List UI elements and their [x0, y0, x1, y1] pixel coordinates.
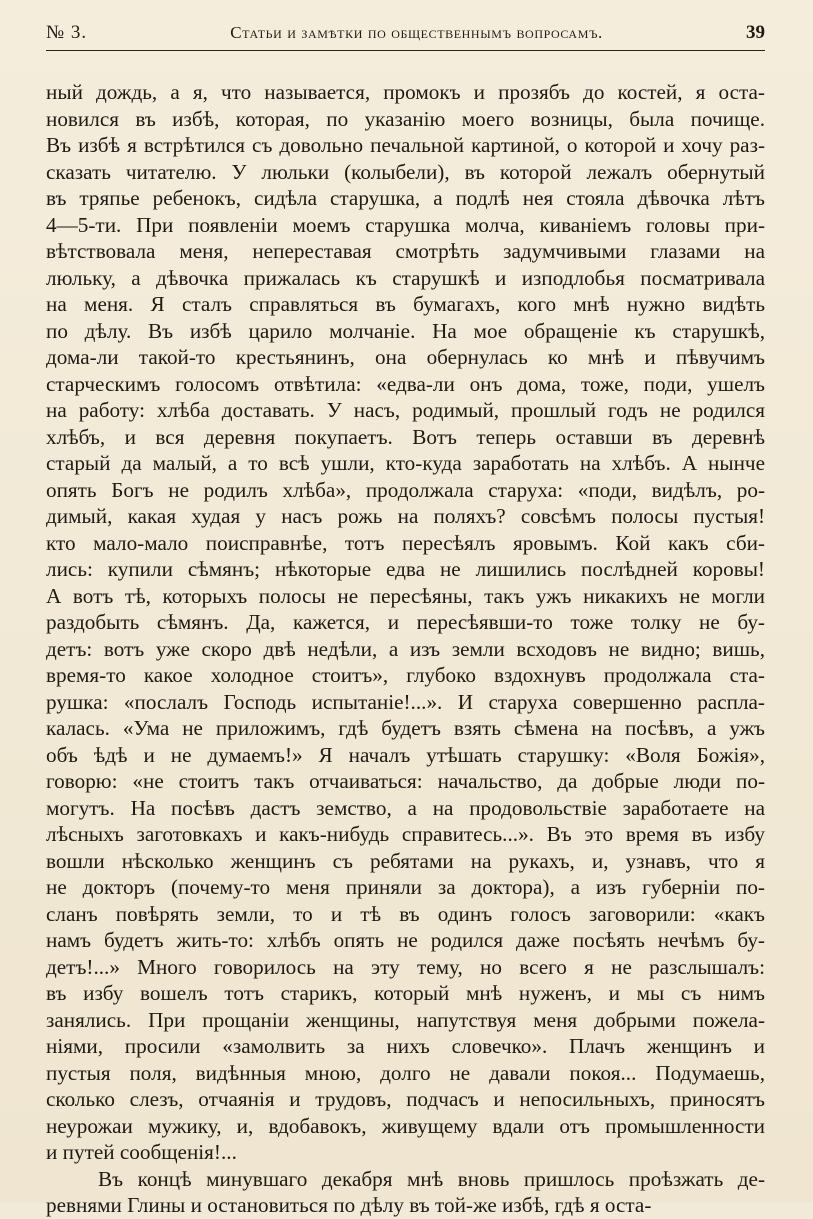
text-line: лись: купили сѣмянъ; нѣкоторые едва не лишились послѣдней коровы!: [46, 557, 765, 581]
text-line: опять Богъ не родилъ хлѣба», продолжала старуха: «поди, видѣлъ, ро-: [46, 477, 765, 502]
section-title: Статьи и замѣтки по общественнымъ вопросамъ.: [230, 23, 603, 42]
text-line: сколько слезъ, отчаянія и трудовъ, подчасъ и непосильныхъ, приносятъ: [46, 1087, 765, 1111]
text-line: А вотъ тѣ, которыхъ полосы не пересѣяны, такъ ужъ никакихъ не могли: [46, 583, 765, 608]
page-number: 39: [745, 22, 765, 43]
text-line: время-то какое холодное стоитъ», глубоко вздохнувъ продолжала ста-: [46, 663, 765, 687]
text-line: на меня. Я сталъ справляться въ бумагахъ, кого мнѣ нужно видѣть: [46, 292, 765, 316]
text-line: намъ будетъ жить-то: хлѣбъ опять не родился даже посѣять нечѣмъ бу-: [46, 928, 765, 952]
text-line: люльку, а дѣвочка прижалась къ старушкѣ и изподлобья посматривала: [46, 265, 765, 290]
text-line: лѣсныхъ заготовкахъ и какъ-нибудь справитесь...». Въ это время въ избу: [46, 822, 765, 846]
text-line: старый да малый, а то всѣ ушли, кто-куда заработать на хлѣбъ. А нынче: [46, 451, 765, 475]
text-line: не докторъ (почему-то меня приняли за доктора), а изъ губерніи по-: [46, 875, 765, 899]
text-line: могутъ. На посѣвъ дастъ земство, а на продовольствіе заработаете на: [46, 795, 765, 820]
text-line: ніями, просили «замолвить за нихъ словечко». Плачъ женщинъ и: [46, 1034, 765, 1058]
text-line: въ тряпье ребенокъ, сидѣла старушка, а подлѣ нея стояла дѣвочка лѣтъ: [46, 186, 765, 210]
text-line: ный дождь, а я, что называется, промокъ и прозябъ до костей, я оста-: [46, 80, 765, 104]
running-header: [46, 22, 765, 48]
text-line: новился въ избѣ, которая, по указанію моего возницы, была почище.: [46, 106, 765, 131]
text-line: объ ѣдѣ и не думаемъ!» Я началъ утѣшать старушку: «Воля Божія»,: [46, 742, 765, 767]
text-line: димый, какая худая у насъ рожь на поляхъ? совсѣмъ полосы пустыя!: [46, 504, 765, 528]
text-line: хлѣбъ, и вся деревня покупаетъ. Вотъ теперь оставши въ деревнѣ: [46, 424, 765, 449]
text-line: и путей сообщенія!...: [46, 1140, 237, 1164]
text-line: вѣтствовала меня, непереставая смотрѣть задумчивыми глазами на: [46, 239, 765, 263]
text-line: неурожаи мужику, и, вдобавокъ, живущему вдали отъ промышленности: [46, 1113, 765, 1138]
text-line: кто мало-мало поисправнѣе, тотъ пересѣялъ яровымъ. Кой какъ сби-: [46, 530, 765, 555]
text-line: ревнями Глины и остановиться по дѣлу въ той-же избѣ, гдѣ я оста-: [46, 1193, 652, 1217]
text-line: занялись. При прощаніи женщины, напутствуя меня добрыми пожела-: [46, 1007, 765, 1032]
text-line: Въ концѣ минувшаго декабря мнѣ вновь пришлось проѣзжать де-: [98, 1166, 765, 1191]
text-line: детъ: вотъ уже скоро двѣ недѣли, а изъ земли всходовъ не видно; вишь,: [46, 636, 765, 661]
text-line: сказать читателю. У люльки (колыбели), въ которой лежалъ обернутый: [46, 159, 765, 184]
text-line: старческимъ голосомъ отвѣтила: «едва-ли онъ дома, тоже, поди, ушелъ: [46, 371, 765, 396]
text-line: вошли нѣсколько женщинъ съ ребятами на рукахъ, и, узнавъ, что я: [46, 848, 765, 873]
text-line: сланъ повѣрять земли, то и тѣ въ одинъ голосъ заговорили: «какъ: [46, 901, 765, 926]
text-line: 4—5-ти. При появленіи моемъ старушка молча, киваніемъ головы при-: [46, 212, 765, 237]
text-line: рушка: «послалъ Господь испытаніе!...». И старуха совершенно распла-: [46, 689, 765, 714]
text-line: говорю: «не стоитъ такъ отчаиваться: начальство, да добрые люди по-: [46, 769, 765, 793]
body-text: [46, 79, 765, 1219]
text-line: на работу: хлѣба доставать. У насъ, родимый, прошлый годъ не родился: [46, 398, 765, 422]
text-line: калась. «Ума не приложимъ, гдѣ будетъ взять сѣмена на посѣвъ, а ужъ: [46, 716, 765, 740]
text-line: дома-ли такой-то крестьянинъ, она обернулась ко мнѣ и пѣвучимъ: [46, 345, 765, 369]
text-line: Въ избѣ я встрѣтился съ довольно печальной картиной, о которой и хочу раз-: [46, 133, 765, 157]
text-line: въ избу вошелъ тотъ старикъ, который мнѣ нуженъ, и мы съ нимъ: [46, 981, 765, 1005]
issue-number: № 3.: [46, 22, 88, 43]
text-line: пустыя поля, видѣнныя мною, долго не давали покоя... Подумаешь,: [46, 1060, 765, 1085]
text-line: детъ!...» Много говорилось на эту тему, но всего я не разслышалъ:: [46, 954, 765, 979]
text-line: раздобыть сѣмянъ. Да, кажется, и пересѣявши-то тоже толку не бу-: [46, 610, 765, 634]
text-line: по дѣлу. Въ избѣ царило молчаніе. На мое обращеніе къ старушкѣ,: [46, 318, 765, 343]
header-rule: [46, 50, 765, 51]
